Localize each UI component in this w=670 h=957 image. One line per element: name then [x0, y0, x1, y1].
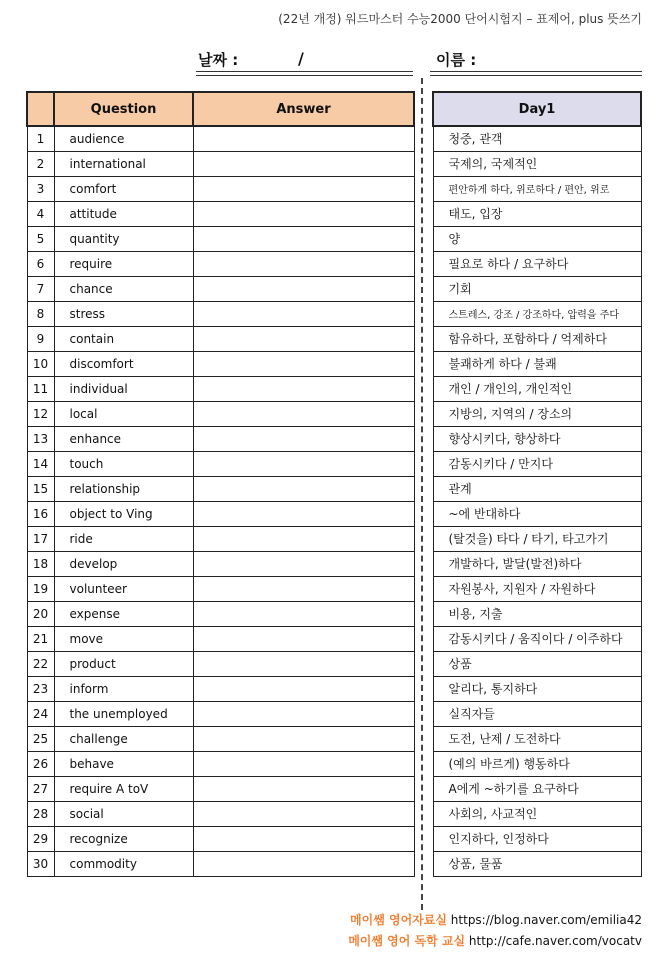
meaning-cell: 실직자들	[433, 701, 641, 726]
question-word: touch	[54, 451, 193, 476]
table-row	[27, 801, 414, 826]
table-row	[27, 501, 414, 526]
answer-field[interactable]	[193, 401, 414, 426]
table-row	[27, 626, 414, 651]
row-number: 9	[27, 326, 54, 351]
meaning-cell: 함유하다, 포함하다 / 억제하다	[433, 326, 641, 351]
table-row	[27, 176, 414, 201]
meaning-cell: 사회의, 사교적인	[433, 801, 641, 826]
answer-field[interactable]	[193, 451, 414, 476]
answer-field[interactable]	[193, 176, 414, 201]
table-row	[27, 326, 414, 351]
table-row	[433, 476, 641, 501]
answer-field[interactable]	[193, 776, 414, 801]
answer-field[interactable]	[193, 726, 414, 751]
footer-blog-link[interactable]: https://blog.naver.com/emilia42	[450, 913, 642, 927]
answer-field[interactable]	[193, 801, 414, 826]
table-row	[27, 851, 414, 876]
answer-field[interactable]	[193, 251, 414, 276]
day-column-header: Day1	[433, 92, 641, 126]
meaning-cell: 지방의, 지역의 / 장소의	[433, 401, 641, 426]
meaning-cell: 개인 / 개인의, 개인적인	[433, 376, 641, 401]
table-row	[433, 401, 641, 426]
table-row	[433, 376, 641, 401]
row-number: 27	[27, 776, 54, 801]
question-word: the unemployed	[54, 701, 193, 726]
answer-field[interactable]	[193, 676, 414, 701]
name-underline	[430, 71, 642, 72]
answer-field[interactable]	[193, 426, 414, 451]
table-row	[27, 676, 414, 701]
row-number: 19	[27, 576, 54, 601]
question-word: comfort	[54, 176, 193, 201]
table-row	[27, 426, 414, 451]
row-number: 10	[27, 351, 54, 376]
question-word: ride	[54, 526, 193, 551]
question-word: volunteer	[54, 576, 193, 601]
meaning-cell: 감동시키다 / 만지다	[433, 451, 641, 476]
meaning-cell: ~에 반대하다	[433, 501, 641, 526]
table-row	[433, 251, 641, 276]
footer-brand-blog: 메이쌤 영어자료실	[350, 913, 447, 927]
answer-field[interactable]	[193, 151, 414, 176]
table-row	[27, 126, 414, 151]
question-word: international	[54, 151, 193, 176]
meaning-cell: 관계	[433, 476, 641, 501]
question-word: chance	[54, 276, 193, 301]
row-number: 30	[27, 851, 54, 876]
table-row	[433, 176, 641, 201]
date-label: 날짜 :	[198, 51, 239, 69]
row-number: 6	[27, 251, 54, 276]
table-row	[27, 351, 414, 376]
question-word: expense	[54, 601, 193, 626]
question-word: enhance	[54, 426, 193, 451]
question-word: object to Ving	[54, 501, 193, 526]
answer-field[interactable]	[193, 201, 414, 226]
table-row	[433, 676, 641, 701]
meaning-cell: 청중, 관객	[433, 126, 641, 151]
meaning-cell: 상품, 물품	[433, 851, 641, 876]
table-row	[433, 751, 641, 776]
question-word: require	[54, 251, 193, 276]
meaning-cell: 불쾌하게 하다 / 불쾌	[433, 351, 641, 376]
question-word: require A toV	[54, 776, 193, 801]
number-column-header	[27, 92, 54, 126]
table-row	[433, 151, 641, 176]
table-row	[27, 776, 414, 801]
page-title: (22년 개정) 워드마스터 수능2000 단어시험지 – 표제어, plus 뜻쓰기	[278, 12, 642, 26]
meaning-cell: 필요로 하다 / 요구하다	[433, 251, 641, 276]
row-number: 1	[27, 126, 54, 151]
table-row	[433, 201, 641, 226]
row-number: 4	[27, 201, 54, 226]
table-row	[27, 276, 414, 301]
meaning-cell: 감동시키다 / 움직이다 / 이주하다	[433, 626, 641, 651]
question-word: social	[54, 801, 193, 826]
question-table	[26, 91, 415, 877]
table-row	[27, 201, 414, 226]
answer-field[interactable]	[193, 601, 414, 626]
row-number: 22	[27, 651, 54, 676]
row-number: 26	[27, 751, 54, 776]
table-row	[433, 701, 641, 726]
answer-field[interactable]	[193, 626, 414, 651]
answer-field[interactable]	[193, 501, 414, 526]
question-word: audience	[54, 126, 193, 151]
answer-field[interactable]	[193, 301, 414, 326]
answer-field[interactable]	[193, 326, 414, 351]
answer-field[interactable]	[193, 851, 414, 876]
table-row	[433, 576, 641, 601]
answer-field[interactable]	[193, 126, 414, 151]
question-word: stress	[54, 301, 193, 326]
meaning-cell: 편안하게 하다, 위로하다 / 편안, 위로	[433, 176, 641, 201]
table-row	[27, 701, 414, 726]
table-row	[433, 451, 641, 476]
table-row	[27, 526, 414, 551]
row-number: 15	[27, 476, 54, 501]
answer-field[interactable]	[193, 701, 414, 726]
table-row	[27, 301, 414, 326]
footer-cafe-link[interactable]: http://cafe.naver.com/vocatv	[468, 934, 642, 948]
question-word: attitude	[54, 201, 193, 226]
question-word: relationship	[54, 476, 193, 501]
table-row	[27, 451, 414, 476]
name-label: 이름 :	[436, 51, 477, 69]
answer-column-header: Answer	[193, 92, 414, 126]
row-number: 7	[27, 276, 54, 301]
question-word: individual	[54, 376, 193, 401]
answer-key-table	[432, 91, 642, 877]
date-underline	[196, 71, 413, 72]
row-number: 17	[27, 526, 54, 551]
answer-field[interactable]	[193, 376, 414, 401]
footer-cafe	[348, 932, 642, 949]
table-row	[27, 226, 414, 251]
meaning-cell: (예의 바르게) 행동하다	[433, 751, 641, 776]
question-word: behave	[54, 751, 193, 776]
question-word: quantity	[54, 226, 193, 251]
meaning-cell: 자원봉사, 지원자 / 자원하다	[433, 576, 641, 601]
table-row	[27, 826, 414, 851]
meaning-cell: 인지하다, 인정하다	[433, 826, 641, 851]
row-number: 21	[27, 626, 54, 651]
name-underline-double	[430, 75, 642, 76]
table-row	[433, 726, 641, 751]
table-row	[433, 776, 641, 801]
row-number: 5	[27, 226, 54, 251]
table-row	[27, 751, 414, 776]
table-row	[433, 126, 641, 151]
question-word: commodity	[54, 851, 193, 876]
table-row	[433, 601, 641, 626]
table-row	[433, 301, 641, 326]
date-underline-double	[196, 75, 413, 76]
table-row	[433, 426, 641, 451]
meaning-cell: 양	[433, 226, 641, 251]
row-number: 28	[27, 801, 54, 826]
table-row	[433, 626, 641, 651]
table-row	[433, 326, 641, 351]
table-row	[433, 651, 641, 676]
table-row	[27, 651, 414, 676]
table-row	[433, 501, 641, 526]
meaning-cell: 태도, 입장	[433, 201, 641, 226]
table-row	[27, 376, 414, 401]
question-word: move	[54, 626, 193, 651]
answer-field[interactable]	[193, 276, 414, 301]
table-row	[433, 226, 641, 251]
row-number: 23	[27, 676, 54, 701]
table-row	[433, 551, 641, 576]
question-word: inform	[54, 676, 193, 701]
row-number: 8	[27, 301, 54, 326]
cut-line-divider	[421, 78, 423, 910]
answer-field[interactable]	[193, 576, 414, 601]
answer-field[interactable]	[193, 551, 414, 576]
footer-brand-cafe: 메이쌤 영어 독학 교실	[348, 934, 466, 948]
answer-field[interactable]	[193, 476, 414, 501]
answer-field[interactable]	[193, 651, 414, 676]
footer-blog	[350, 911, 642, 928]
meaning-cell: 스트레스, 강조 / 강조하다, 압력을 주다	[433, 301, 641, 326]
question-word: local	[54, 401, 193, 426]
table-row	[27, 576, 414, 601]
row-number: 3	[27, 176, 54, 201]
row-number: 12	[27, 401, 54, 426]
table-row	[433, 851, 641, 876]
row-number: 16	[27, 501, 54, 526]
question-column-header: Question	[54, 92, 193, 126]
table-row	[27, 476, 414, 501]
meaning-cell: 개발하다, 발달(발전)하다	[433, 551, 641, 576]
table-row	[433, 801, 641, 826]
table-row	[27, 551, 414, 576]
question-word: contain	[54, 326, 193, 351]
meaning-cell: 향상시키다, 향상하다	[433, 426, 641, 451]
row-number: 20	[27, 601, 54, 626]
meaning-cell: 상품	[433, 651, 641, 676]
meaning-cell: 기회	[433, 276, 641, 301]
table-row	[27, 401, 414, 426]
question-word: develop	[54, 551, 193, 576]
meaning-cell: 비용, 지출	[433, 601, 641, 626]
meaning-cell: 국제의, 국제적인	[433, 151, 641, 176]
row-number: 2	[27, 151, 54, 176]
row-number: 29	[27, 826, 54, 851]
table-row	[27, 251, 414, 276]
row-number: 13	[27, 426, 54, 451]
table-row	[27, 726, 414, 751]
question-word: product	[54, 651, 193, 676]
row-number: 14	[27, 451, 54, 476]
question-word: recognize	[54, 826, 193, 851]
table-row	[433, 276, 641, 301]
question-word: challenge	[54, 726, 193, 751]
row-number: 11	[27, 376, 54, 401]
table-row	[433, 826, 641, 851]
answer-field[interactable]	[193, 226, 414, 251]
meaning-cell: 도전, 난제 / 도전하다	[433, 726, 641, 751]
answer-field[interactable]	[193, 526, 414, 551]
answer-field[interactable]	[193, 351, 414, 376]
row-number: 25	[27, 726, 54, 751]
table-row	[433, 351, 641, 376]
table-row	[27, 151, 414, 176]
meaning-cell: 알리다, 통지하다	[433, 676, 641, 701]
row-number: 18	[27, 551, 54, 576]
meaning-cell: A에게 ~하기를 요구하다	[433, 776, 641, 801]
meaning-cell: (탈것을) 타다 / 타기, 타고가기	[433, 526, 641, 551]
table-row	[27, 601, 414, 626]
table-row	[433, 526, 641, 551]
answer-field[interactable]	[193, 826, 414, 851]
row-number: 24	[27, 701, 54, 726]
answer-field[interactable]	[193, 751, 414, 776]
date-slash: /	[298, 49, 304, 68]
question-word: discomfort	[54, 351, 193, 376]
